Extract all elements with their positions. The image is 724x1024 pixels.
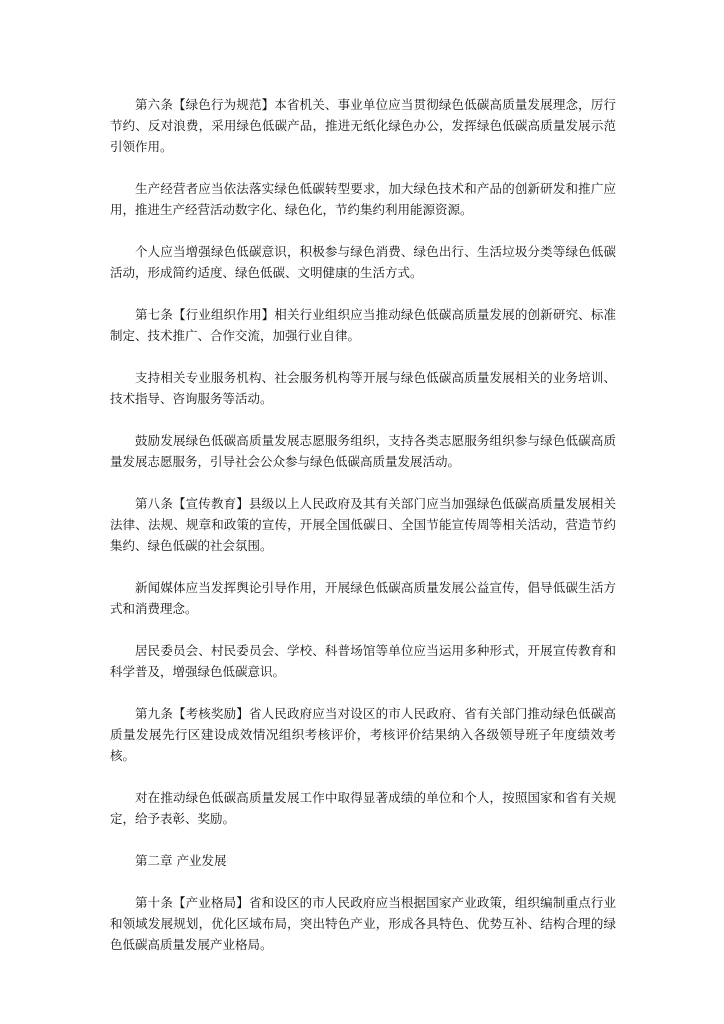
chapter-heading: 第二章 产业发展 — [135, 853, 227, 868]
paragraph-news-media: 新闻媒体应当发挥舆论引导作用，开展绿色低碳高质量发展公益宣传，倡导低碳生活方式和消费理念。 — [110, 580, 616, 616]
paragraph-article-7: 第七条【行业组织作用】相关行业组织应当推动绿色低碳高质量发展的创新研究、标准制定、技术推广、合作交流，加强行业自律。 — [110, 307, 616, 343]
paragraph-individuals: 个人应当增强绿色低碳意识，积极参与绿色消费、绿色出行、生活垃圾分类等绿色低碳活动，形成简约适度、绿色低碳、文明健康的生活方式。 — [110, 244, 616, 280]
document-page — [110, 94, 616, 976]
paragraph-article-6: 第六条【绿色行为规范】本省机关、事业单位应当贯彻绿色低碳高质量发展理念，厉行节约、反对浪费，采用绿色低碳产品，推进无纸化绿色办公，发挥绿色低碳高质量发展示范引领作用。 — [110, 97, 616, 154]
paragraph-article-8: 第八条【宣传教育】县级以上人民政府及其有关部门应当加强绿色低碳高质量发展相关法律、法规、规章和政策的宣传，开展全国低碳日、全国节能宣传周等相关活动，营造节约集约、绿色低碳的社会氛围。 — [110, 496, 616, 553]
paragraph-article-10: 第十条【产业格局】省和设区的市人民政府应当根据国家产业政策，组织编制重点行业和领域发展规划，优化区域布局，突出特色产业，形成各具特色、优势互补、结构合理的绿色低碳高质量发展产业格局。 — [110, 895, 616, 952]
paragraph-service-agencies: 支持相关专业服务机构、社会服务机构等开展与绿色低碳高质量发展相关的业务培训、技术指导、咨询服务等活动。 — [110, 370, 616, 406]
paragraph-committees: 居民委员会、村民委员会、学校、科普场馆等单位应当运用多种形式，开展宣传教育和科学普及，增强绿色低碳意识。 — [110, 643, 616, 679]
paragraph-volunteers: 鼓励发展绿色低碳高质量发展志愿服务组织，支持各类志愿服务组织参与绿色低碳高质量发展志愿服务，引导社会公众参与绿色低碳高质量发展活动。 — [110, 433, 616, 469]
paragraph-rewards: 对在推动绿色低碳高质量发展工作中取得显著成绩的单位和个人，按照国家和省有关规定，给予表彰、奖励。 — [110, 790, 616, 826]
paragraph-article-9: 第九条【考核奖励】省人民政府应当对设区的市人民政府、省有关部门推动绿色低碳高质量发展先行区建设成效情况组织考核评价，考核评价结果纳入各级领导班子年度绩效考核。 — [110, 706, 616, 763]
paragraph-producers: 生产经营者应当依法落实绿色低碳转型要求，加大绿色技术和产品的创新研发和推广应用，推进生产经营活动数字化、绿色化，节约集约利用能源资源。 — [110, 181, 616, 217]
